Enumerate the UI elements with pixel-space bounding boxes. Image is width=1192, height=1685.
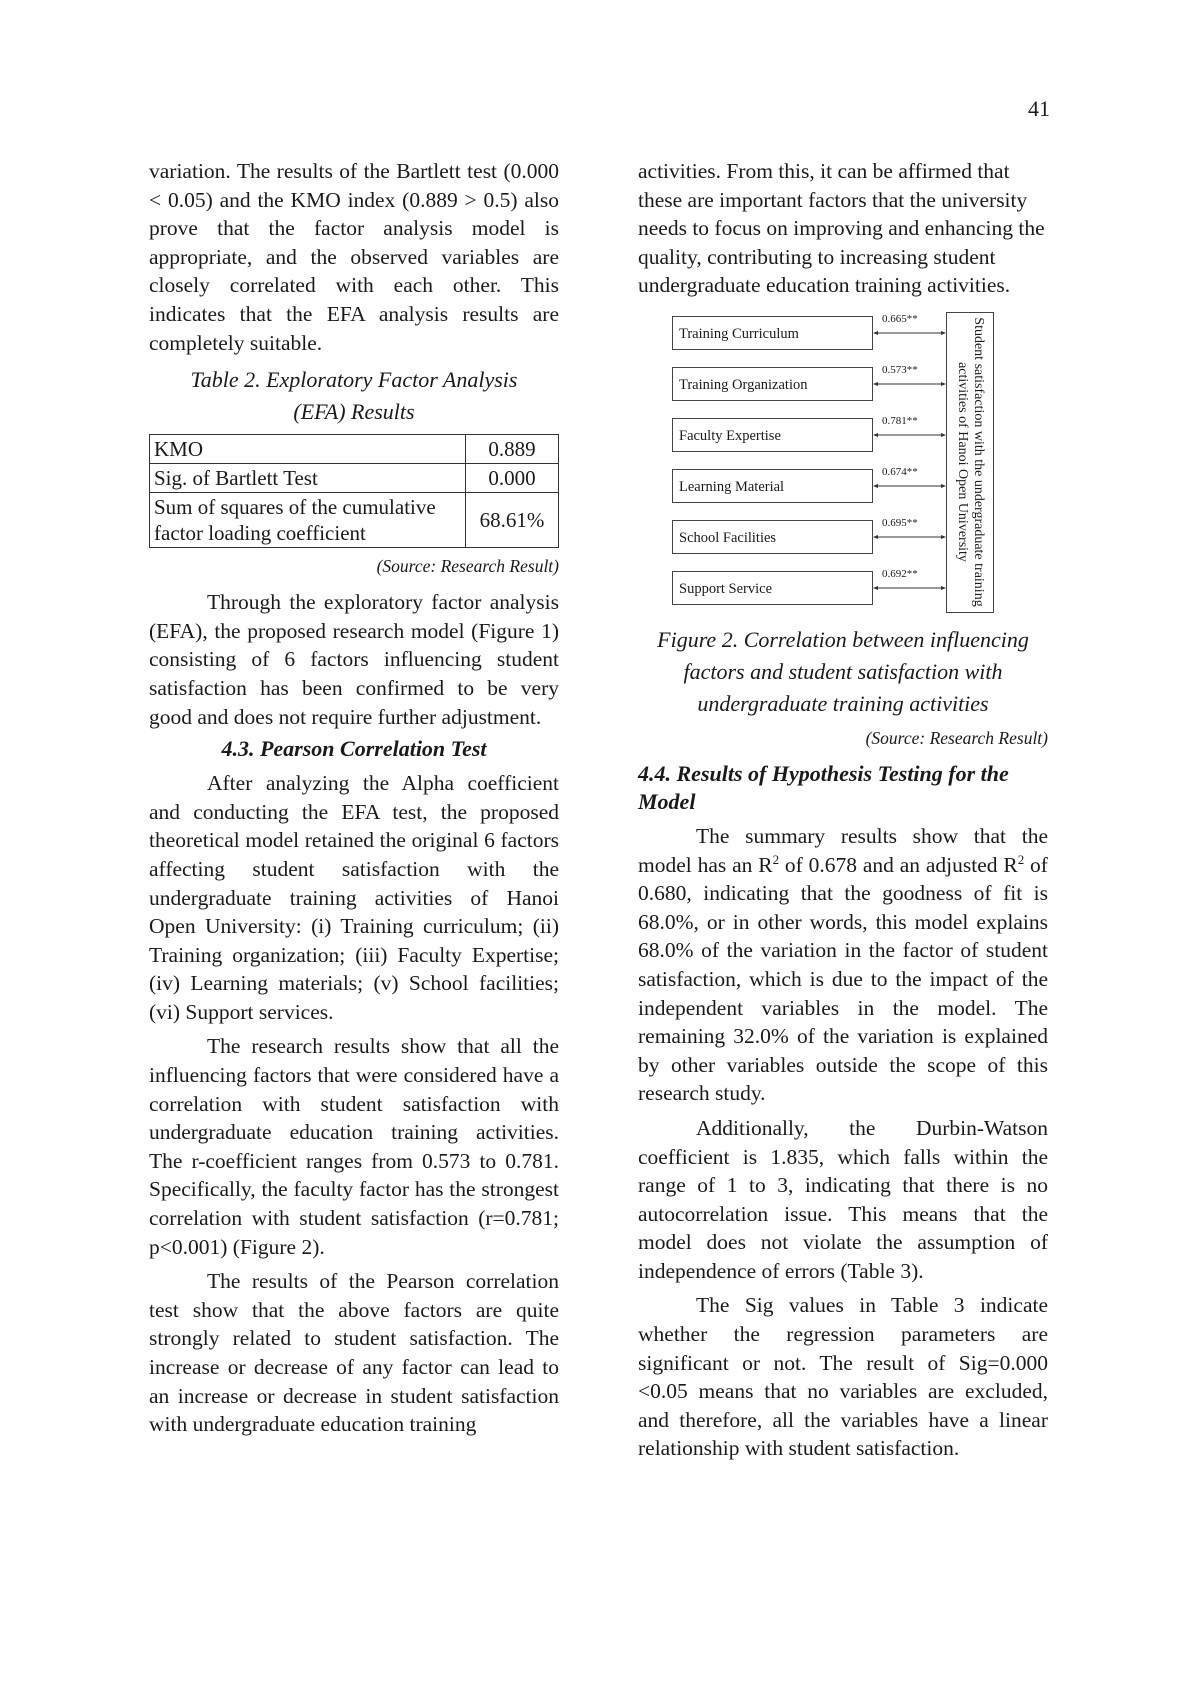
factor-box: Training Organization bbox=[672, 367, 873, 401]
arrow-head-right bbox=[941, 586, 946, 590]
left-paragraph-1: variation. The results of the Bartlett test (0.000 < 0.05) and the KMO index (0.889 > 0.5) also prove that the factor analysis model is appropriate, and the observed variables are closely correlated with each other. This indicates that the EFA analysis results are completely suitable. bbox=[149, 159, 559, 355]
correlation-coefficient: 0.665** bbox=[882, 312, 918, 325]
r2-text-a: The summary results show that the model has an R bbox=[638, 823, 1048, 877]
arrow-head-right bbox=[941, 484, 946, 488]
left-paragraph-4: The research results show that all the influencing factors that were considered have a correlation with student satisfaction with undergraduate education training activities. The r-coefficient ranges from 0.573 to 0.781. Specifically, the faculty factor has the strongest correlation with student satisfaction (r=0.781; p<0.001) (Figure 2). bbox=[149, 1034, 559, 1259]
right-paragraph-1: activities. From this, it can be affirmed that these are important factors that the university needs to focus on improving and enhancing the quality, contributing to increasing student bbox=[638, 159, 1045, 269]
arrow-head-left bbox=[873, 331, 878, 335]
left-paragraph-5: The results of the Pearson correlation test show that the above factors are quite strongly related to student satisfaction. The increase or decrease of any factor can lead to an increase or decrease in student satisfaction with undergraduate education training bbox=[149, 1269, 559, 1437]
figure-caption-line-1: Figure 2. Correlation between influencing bbox=[657, 626, 1029, 652]
arrow-head-right bbox=[941, 433, 946, 437]
right-paragraph-2 bbox=[638, 822, 1048, 1108]
arrow-head-left bbox=[873, 484, 878, 488]
double-arrow bbox=[873, 520, 946, 554]
factor-box: Support Service bbox=[672, 571, 873, 605]
table-cell-label: KMO bbox=[150, 435, 466, 464]
double-arrow bbox=[873, 418, 946, 452]
double-arrow bbox=[873, 316, 946, 350]
table-row bbox=[150, 464, 559, 493]
arrow-head-right bbox=[941, 535, 946, 539]
table-caption bbox=[149, 364, 559, 428]
right-paragraph-1b: undergraduate education training activities. bbox=[638, 273, 1011, 298]
r2-text-c: of 0.680, indicating that the goodness of fit is 68.0%, or in other words, this model explains 68.0% of the variation in the factor of student satisfaction, which is due to the impact of the independent variables in the model. The remaining 32.0% of the variation is explained by other variables outside the scope of this research study. bbox=[638, 852, 1048, 1106]
arrow-head-left bbox=[873, 382, 878, 386]
left-paragraph-3: After analyzing the Alpha coefficient and conducting the EFA test, the proposed theoretical model retained the original 6 factors affecting student satisfaction with the undergraduate training activities of Hanoi Open University: (i) Training curriculum; (ii) Training organization; (iii) Faculty Expertise; (iv) Learning materials; (v) School facilities; (vi) Support services. bbox=[149, 771, 559, 1024]
section-heading-4-4: 4.4. Results of Hypothesis Testing for the Model bbox=[638, 760, 1009, 814]
figure-caption-line-2: factors and student satisfaction with bbox=[683, 658, 1003, 684]
left-column bbox=[149, 157, 559, 1439]
left-paragraph-2: Through the exploratory factor analysis (EFA), the proposed research model (Figure 1) consisting of 6 factors influencing student satisfaction has been confirmed to be very good and does not require further adjustment. bbox=[149, 590, 559, 729]
figure-caption-line-3: undergraduate training activities bbox=[697, 690, 989, 716]
correlation-coefficient: 0.674** bbox=[882, 465, 918, 478]
arrow-head-left bbox=[873, 433, 878, 437]
right-paragraph-3: Additionally, the Durbin-Watson coefficient is 1.835, which falls within the range of 1 to 3, indicating that there is no autocorrelation issue. This means that the model does not violate the assumption of independence of errors (Table 3). bbox=[638, 1115, 1048, 1283]
correlation-coefficient: 0.781** bbox=[882, 414, 918, 427]
arrow-head-left bbox=[873, 586, 878, 590]
page-number: 41 bbox=[1028, 96, 1050, 121]
correlation-coefficient: 0.573** bbox=[882, 363, 918, 376]
factor-box: Faculty Expertise bbox=[672, 418, 873, 452]
double-arrow bbox=[873, 469, 946, 503]
table-cell-value: 0.000 bbox=[466, 464, 559, 493]
arrow-head-right bbox=[941, 331, 946, 335]
outcome-box bbox=[946, 312, 994, 613]
table-row bbox=[150, 493, 559, 548]
arrow-head-right bbox=[941, 382, 946, 386]
efa-table bbox=[149, 434, 559, 548]
section-heading-4-3: 4.3. Pearson Correlation Test bbox=[221, 736, 487, 762]
right-column bbox=[638, 157, 1048, 1463]
table-caption-line-2: (EFA) Results bbox=[293, 399, 415, 425]
double-arrow bbox=[873, 367, 946, 401]
r2-text-b: of 0.678 and an adjusted R bbox=[779, 852, 1018, 877]
table-cell-value: 68.61% bbox=[466, 493, 559, 548]
arrow-head-left bbox=[873, 535, 878, 539]
figure-2-diagram bbox=[672, 312, 1012, 617]
table-cell-label: Sig. of Bartlett Test bbox=[150, 464, 466, 493]
correlation-coefficient: 0.692** bbox=[882, 567, 918, 580]
table-cell-value: 0.889 bbox=[466, 435, 559, 464]
right-paragraph-4: The Sig values in Table 3 indicate whether the regression parameters are significant or not. The result of Sig=0.000 <0.05 means that no variables are excluded, and therefore, all the variables have a linear relationship with student satisfaction. bbox=[638, 1293, 1048, 1461]
outcome-label: Student satisfaction with the undergraduate training activities of Hanoi Open University bbox=[955, 317, 986, 608]
adjusted-r2-superscript: 2 bbox=[1017, 851, 1025, 867]
r2-superscript: 2 bbox=[772, 851, 780, 867]
table-caption-line-1: Table 2. Exploratory Factor Analysis bbox=[190, 367, 518, 393]
factor-box: School Facilities bbox=[672, 520, 873, 554]
table-row bbox=[150, 435, 559, 464]
double-arrow bbox=[873, 571, 946, 605]
table-source: (Source: Research Result) bbox=[376, 556, 559, 577]
correlation-coefficient: 0.695** bbox=[882, 516, 918, 529]
factor-box: Training Curriculum bbox=[672, 316, 873, 350]
figure-caption bbox=[638, 624, 1048, 720]
table-cell-label: Sum of squares of the cumulative factor loading coefficient bbox=[150, 493, 466, 548]
factor-box: Learning Material bbox=[672, 469, 873, 503]
figure-source: (Source: Research Result) bbox=[865, 727, 1048, 748]
